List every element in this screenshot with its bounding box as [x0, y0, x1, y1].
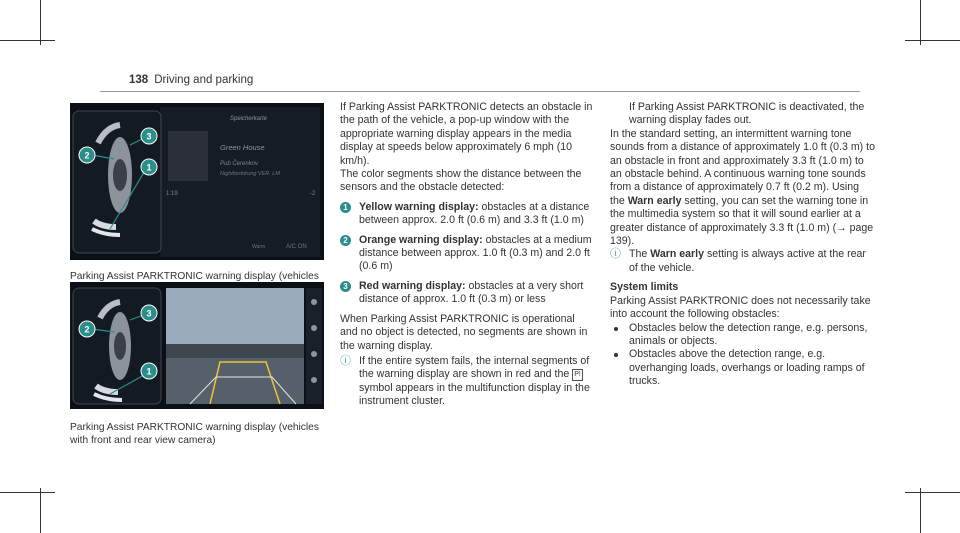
- screen-label-8: A/C ON: [286, 244, 307, 250]
- info-icon: ⓘ: [610, 248, 621, 261]
- list-item: Obstacles below the detection range, e.g. persons, animals or objects.: [610, 322, 875, 349]
- info-note: ⓘ If the entire system fails, the internal segments of the warning display are shown in red and the P! symbol appears in the multifunction display in the instrument cluster.: [340, 354, 590, 408]
- figure-1-caption: Parking Assist PARKTRONIC warning display (vehicles: [70, 271, 319, 282]
- crop-mark: [40, 488, 41, 533]
- middle-column: [340, 101, 595, 409]
- crop-mark: [905, 40, 960, 41]
- list-item: 3 Red warning display: obstacles at a very short distance of approx. 1.0 ft (0.3 m) or less: [340, 280, 595, 307]
- page-header: [129, 74, 253, 86]
- svg-text:1: 1: [146, 162, 152, 173]
- svg-text:2: 2: [84, 150, 90, 161]
- screen-label-1: Speicherkarte: [230, 116, 268, 122]
- info-icon: ⓘ: [340, 354, 351, 367]
- screen-label-3: Pub Čerenkov: [220, 161, 259, 167]
- section-heading: System limits: [610, 281, 679, 294]
- right-column: [610, 101, 875, 389]
- figure-2-graphic: [70, 282, 324, 409]
- paragraph: In the standard setting, an intermittent warning tone sounds from a distance of approximately 1.0 ft (0.3 m) to an obstacle in front and approximately 3.3 ft (1.0 m) to an obstacle behind. A continuous warning tone sounds from a distance of approximately 0.7 ft (0.2 m). Using the Warn early setting, you can set the warning tone in the multimedia system so that it will sound earlier at a greater distance of approximately 3.3 ft (1.0 m) (→ page 139).: [610, 127, 875, 248]
- svg-text:2: 2: [84, 324, 90, 335]
- paragraph: The color segments show the distance between the sensors and the obstacle detected:: [340, 168, 582, 194]
- header-rule: [100, 91, 860, 92]
- info-note: If Parking Assist PARKTRONIC is deactivated, the warning display fades out.: [629, 101, 865, 127]
- paragraph: When Parking Assist PARKTRONIC is operational and no object is detected, no segments are shown in the warning display.: [340, 312, 588, 352]
- paragraph: Parking Assist PARKTRONIC does not necessarily take into account the following obstacles:: [610, 294, 871, 321]
- crop-mark: [0, 492, 55, 493]
- svg-text:1: 1: [146, 366, 152, 377]
- list-item: 1 Yellow warning display: obstacles at a distance between approx. 2.0 ft (0.6 m) and 3.3 ft (1.0 m): [340, 201, 595, 228]
- parktronic-fault-icon: P!: [572, 369, 583, 381]
- figure-parktronic-no-camera: [70, 103, 324, 260]
- screen-label-7: Warm: [252, 244, 266, 250]
- screen-label-5: 1:19: [166, 191, 178, 197]
- info-note: ⓘ The Warn early setting is always active at the rear of the vehicle.: [610, 248, 866, 274]
- crop-mark: [0, 40, 55, 41]
- crop-mark: [920, 488, 921, 533]
- screen-label-4: Nightforddrung VER. LM: [220, 171, 280, 177]
- bullet-icon: [614, 353, 618, 357]
- figure-2-caption: Parking Assist PARKTRONIC warning display (vehicles with front and rear view camera): [70, 422, 319, 446]
- screen-label-2: Green House: [220, 143, 265, 152]
- marker-2: 2: [340, 235, 351, 246]
- bullet-icon: [614, 327, 618, 331]
- figure-parktronic-with-camera: [70, 282, 324, 409]
- page-number: 138: [129, 74, 149, 86]
- section-title: Driving and parking: [154, 74, 254, 86]
- marker-3: 3: [340, 281, 351, 292]
- list-item: 2 Orange warning display: obstacles at a medium distance between approx. 1.0 ft (0.3 m) and 2.0 ft (0.6 m): [340, 234, 595, 274]
- crop-mark: [905, 492, 960, 493]
- figure-1-graphic: [70, 103, 324, 260]
- crop-mark: [920, 0, 921, 45]
- crop-mark: [40, 0, 41, 45]
- list-item: Obstacles above the detection range, e.g. overhanging loads, overhangs or loading ramps of trucks.: [610, 348, 875, 388]
- marker-1: 1: [340, 202, 351, 213]
- svg-text:3: 3: [146, 308, 152, 319]
- screen-label-6: -2: [310, 191, 316, 197]
- svg-text:3: 3: [146, 131, 152, 142]
- paragraph: If Parking Assist PARKTRONIC detects an obstacle in the path of the vehicle, a pop-up window with the appropriate warning display appears in the media display at speeds below approximately 6 mph (10 km/h).: [340, 101, 593, 167]
